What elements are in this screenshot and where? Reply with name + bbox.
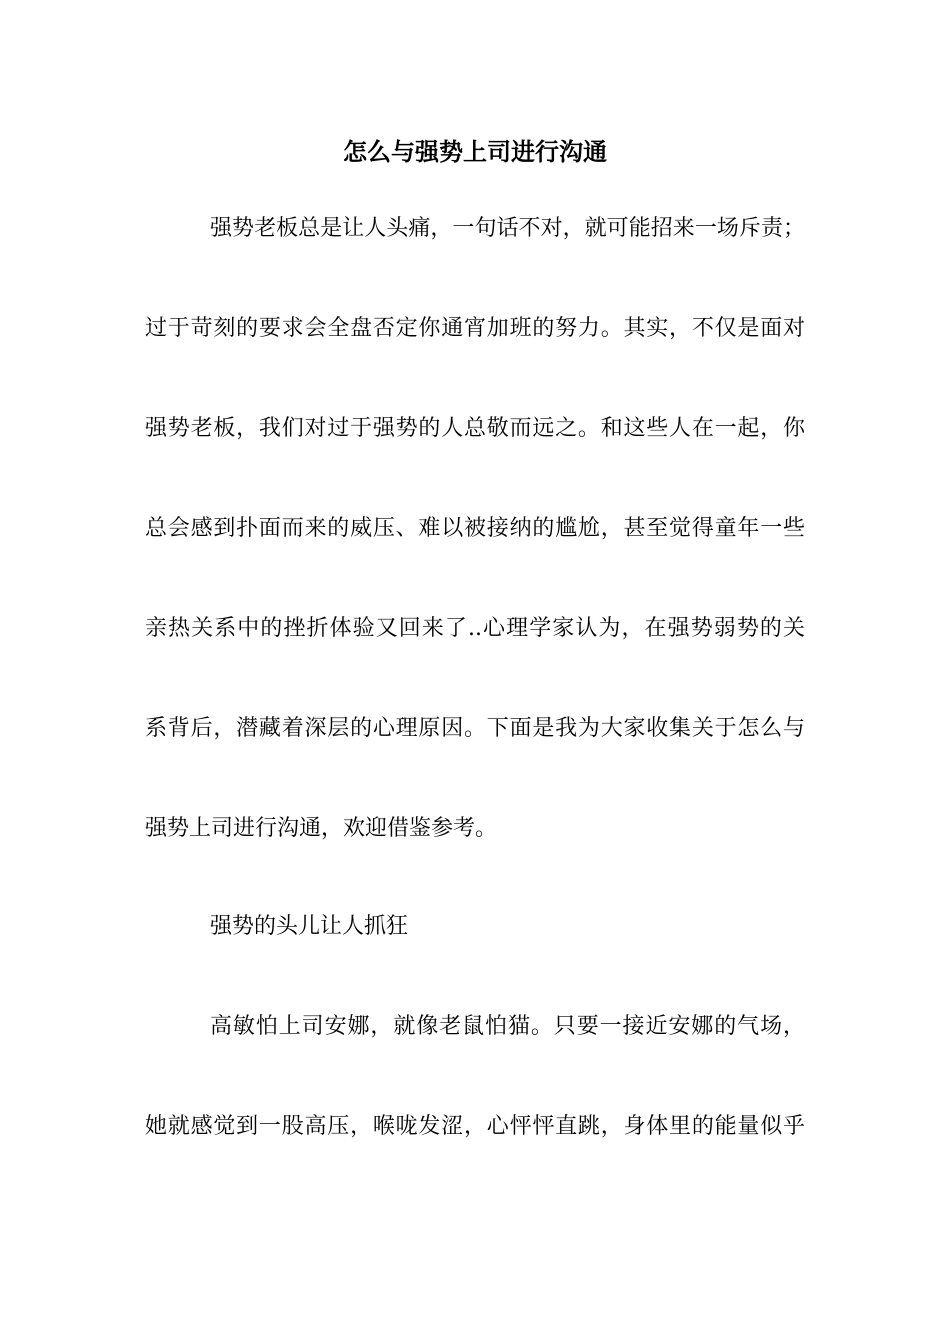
paragraph-line-5: 亲热关系中的挫折体验又回来了..心理学家认为，在强势弱势的关 (145, 616, 805, 641)
paragraph-line-8: 高敏怕上司安娜，就像老鼠怕猫。只要一接近安娜的气场， (210, 1014, 805, 1039)
paragraph-line-7: 强势上司进行沟通，欢迎借鉴参考。 (145, 816, 498, 841)
paragraph-line-3: 强势老板，我们对过于强势的人总敬而远之。和这些人在一起，你 (145, 416, 805, 441)
paragraph-line-1: 强势老板总是让人头痛，一句话不对，就可能招来一场斥责； (210, 216, 805, 241)
paragraph-line-6: 系背后，潜藏着深层的心理原因。下面是我为大家收集关于怎么与 (145, 716, 805, 741)
section-heading: 强势的头儿让人抓狂 (210, 914, 409, 939)
paragraph-line-4: 总会感到扑面而来的威压、难以被接纳的尴尬，甚至觉得童年一些 (145, 516, 805, 541)
document-title: 怎么与强势上司进行沟通 (343, 137, 607, 166)
paragraph-line-2: 过于苛刻的要求会全盘否定你通宵加班的努力。其实，不仅是面对 (145, 316, 805, 341)
paragraph-line-9: 她就感觉到一股高压，喉咙发涩，心怦怦直跳，身体里的能量似乎 (145, 1114, 805, 1139)
